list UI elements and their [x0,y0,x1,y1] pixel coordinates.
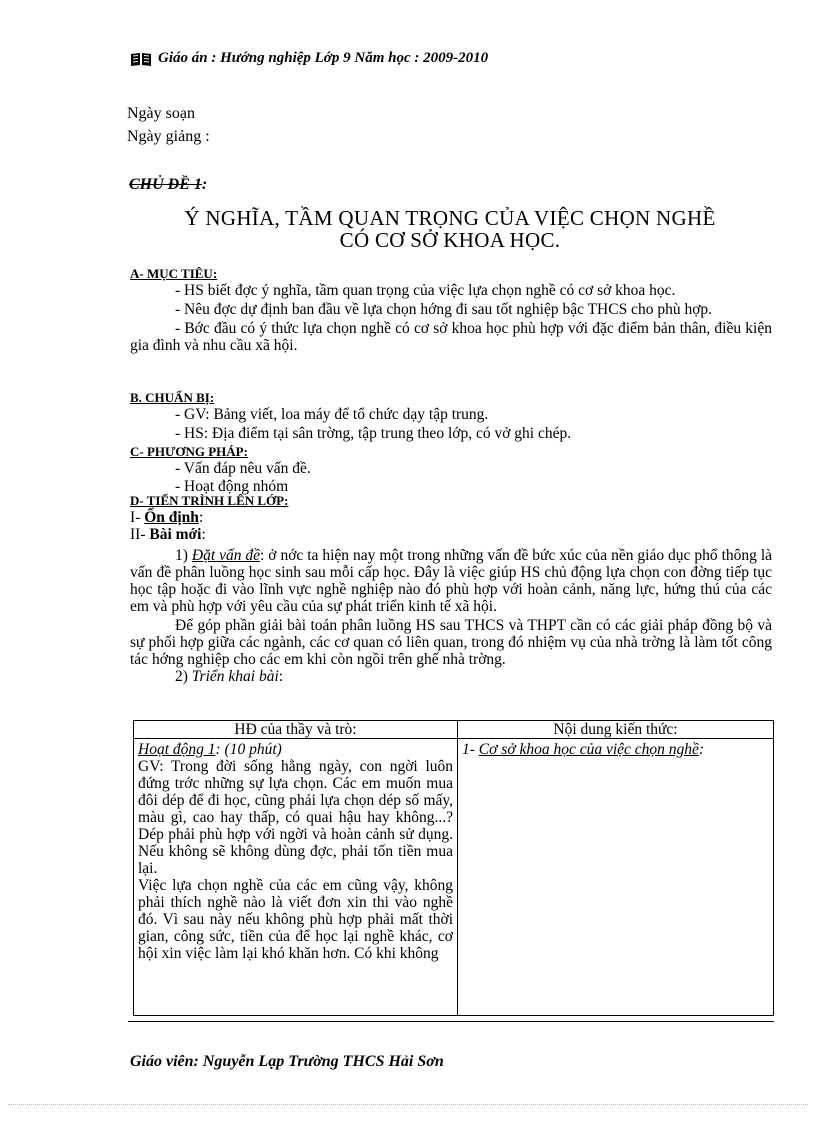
footer-divider [128,1021,774,1022]
teacher-activity-cell [134,739,458,1016]
activity-label: Hoạt động 1 [138,741,216,758]
topic-suffix: : [201,176,208,193]
part-1 [130,509,772,526]
page-header [130,50,488,67]
part-2-label: Bài mới [149,526,202,543]
deploy-label: Triển khai bài [191,668,279,685]
deploy-line [130,668,772,685]
section-a-item: - HS biết đợc ý nghĩa, tầm quan trọng của việc lựa chọn nghề có cơ sở khoa học. [175,282,676,299]
title-line-1: Ý NGHĨA, TẦM QUAN TRỌNG CỦA VIỆC CHỌN NGHỀ [184,206,716,230]
part-1-suffix: : [198,509,204,526]
section-b-item: - HS: Địa điểm tại sân trờng, tập trung theo lớp, có vở ghi chép. [175,425,572,442]
topic-label: CHỦ ĐỀ 1 [129,176,202,193]
deploy-num: 2) [175,668,192,685]
part-2 [130,526,772,543]
knowledge-content-cell [458,739,774,1016]
part-1-label: Ổn định [144,509,199,526]
lesson-table [133,720,774,1016]
page-footer: Giáo viên: Nguyễn Lạp Trường THCS Hải Sơn [130,1053,444,1070]
section-a-heading: A- MỤC TIÊU: [130,266,218,281]
activity-heading [138,741,453,758]
topic-heading [129,176,207,194]
knowledge-num: 1- [462,741,479,758]
section-d [130,492,772,685]
knowledge-label: Cơ sở khoa học của việc chọn nghề [478,741,699,758]
activity-paragraph: Việc lựa chọn nghề của các em cũng vậy, không phải thích nghề nào là viết đơn xin thi vào nghề đó. Vì sau này nếu không phù hợp phải mất thời gian, công sức, tiền của để học lại nghề khác, cơ hội xin việc làm lại khó khăn hơn. Có khi không [138,877,453,962]
section-d-heading: D- TIẾN TRÌNH LÊN LỚP: [130,493,289,508]
section-b [130,389,772,442]
intro-text: : ở nớc ta hiện nay một trong những vấn đề bức xúc của nền giáo dục phổ thông là vấn đề phân luồng học sinh sau mỗi cấp học. Đây là việc giúp HS chủ động lựa chọn con đờng tiếp tục học tập hoặc đi vào lĩnh vực nghề nghiệp nào đó phù hợp với hoàn cảnh, năng lực, hứng thú của các em và phù hợp với yêu cầu của sự phát triển kinh tế xã hội. [130,547,773,615]
table-header-col1: HĐ của thầy và trò: [134,721,458,739]
table-header-row [134,721,774,739]
deploy-suffix: : [278,668,284,685]
intro-paragraph-2: Để góp phần giải bài toán phân luồng HS sau THCS và THPT cần có các giải pháp đồng bộ và sự phối hợp giữa các ngành, các cơ quan có liên quan, trong đó nhiệm vụ của nhà trờng là làm tốt công tác hớng nghiệp cho các em khi còn ngồi trên ghế nhà trờng. [130,617,772,668]
section-b-heading: B. CHUẨN BỊ: [130,390,215,405]
section-a [130,265,772,354]
section-c [130,443,772,495]
section-c-item: - Vấn đáp nêu vấn đề. [175,460,311,477]
part-2-suffix: : [201,526,206,543]
knowledge-suffix: : [698,741,705,758]
title-line-2: CÓ CƠ SỞ KHOA HỌC. [339,228,561,252]
section-a-item: - Nêu đợc dự định ban đầu về lựa chọn hớng đi sau tốt nghiệp bậc THCS cho phù hợp. [175,301,713,318]
part-2-prefix: II- [130,526,150,543]
table-header-col2: Nội dung kiến thức: [458,721,774,739]
intro-num: 1) [175,547,192,564]
book-icon [130,51,152,67]
part-1-prefix: I- [130,509,145,526]
activity-time: : (10 phút) [215,741,282,758]
activity-paragraph: GV: Trong đời sống hằng ngày, con ngời luôn đứng trớc những sự lựa chọn. Các em muốn mua đôi dép để đi học, cũng phải lựa chọn dép số mấy, màu gì, cao hay thấp, có quai hậu hay không...? Dép phải phù hợp với ngời và hoàn cảnh sử dụng. Nếu không sẽ không dùng đợc, phải tốn tiền mua lại. [138,758,453,877]
section-a-item: - Bớc đầu có ý thức lựa chọn nghề có cơ sở khoa học phù hợp với đặc điểm bản thân, điều kiện gia đình và nhu cầu xã hội. [130,320,772,354]
date-taught: Ngày giảng : [127,128,210,145]
date-prepared: Ngày soạn [127,105,195,122]
header-text: Giáo án : Hướng nghiệp Lớp 9 Năm học : 2009-2010 [158,50,489,66]
table-row [134,739,774,1016]
page-bottom-border [8,1104,808,1105]
section-c-item: - Hoạt động nhóm [175,478,289,495]
section-b-item: - GV: Bảng viết, loa máy để tổ chức dạy tập trung. [175,406,489,423]
intro-paragraph [130,547,772,615]
section-c-heading: C- PHƯƠNG PHÁP: [130,444,248,459]
intro-label: Đặt vấn đề [191,547,261,564]
